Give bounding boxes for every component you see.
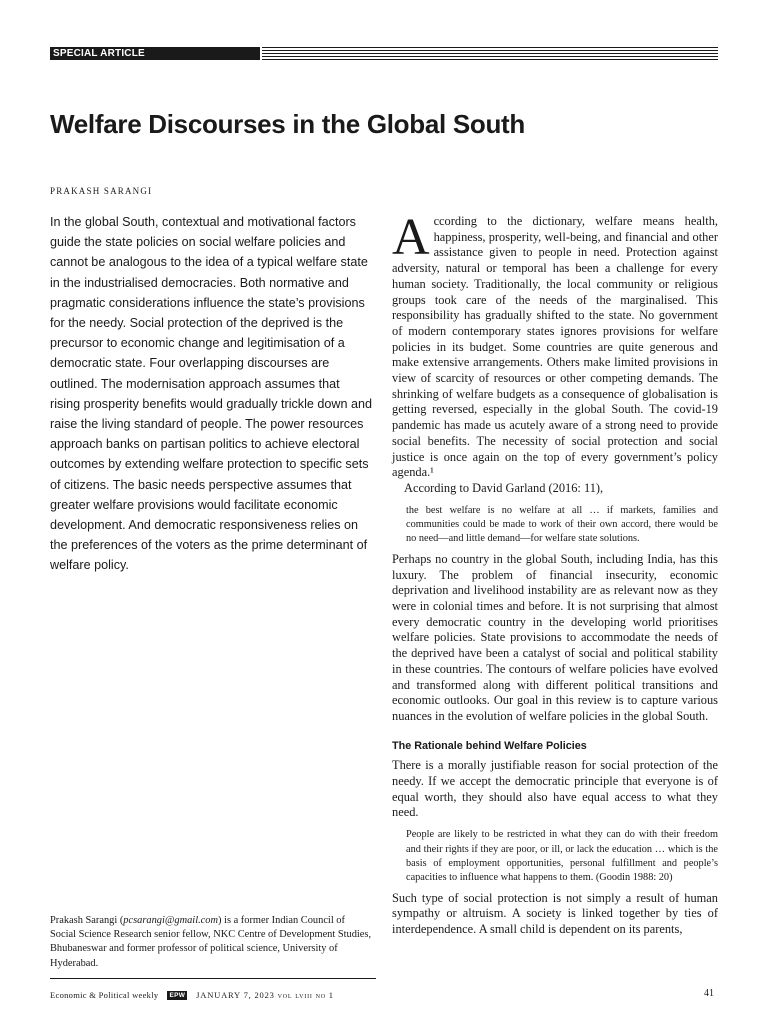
page-number: 41: [704, 988, 714, 999]
block-quote-goodin: People are likely to be restricted in what they can do with their freedom and their rights if they are poor, or ill, or lack the education … which is the basis of employment opportunities, personal fulfillment and people’s capacities to influence what happens to them. (Goodin 1988: 20): [406, 829, 718, 884]
paragraph-social-protection: Such type of social protection is not simply a result of human sympathy or altruism. A society is linked together by ties of interdependence. A small child is dependent on its parents,: [392, 890, 718, 937]
drop-cap: A: [392, 209, 430, 266]
paragraph-garland: According to David Garland (2016: 11),: [404, 480, 604, 495]
author-email[interactable]: pcsarangi@gmail.com: [123, 915, 218, 926]
paragraph-intro: [392, 209, 718, 481]
paragraph-intro-text: ccording to the dictionary, welfare means health, happiness, prosperity, well-being, and financial and other assistance given to people in need. Protection against adversity, natural or temporal has been a challenge for every human society. Traditionally, the local community or religious groups took care of the needs of the marginalised. This responsibility has gradually shifted to the state. No government of modern contemporary states ignores provisions for welfare policies in its budget. Some countries are quite generous and make extensive arrangements. Others make limited provisions in view of scarcity of resources or other competing demands. The shrinking of welfare budgets as a consequence of globalisation is getting reversed, especially in the global South. The covid-19 pandemic has made us acutely aware of a strong need to provide social benefits. The necessity of social protection and social justice is once again on the top of every government’s policy agenda.¹: [392, 214, 718, 480]
epw-logo: EPW: [169, 991, 186, 999]
section-header: [50, 47, 718, 60]
paragraph-rationale: There is a morally justifiable reason for social protection of the needy. If we accept the democratic principle that everyone is of equal worth, they should also have equal access to what they need.: [392, 758, 718, 820]
affiliation-name: Prakash Sarangi (: [50, 915, 124, 926]
section-label: SPECIAL ARTICLE: [50, 47, 260, 60]
article-title: Welfare Discourses in the Global South: [50, 109, 525, 139]
author-name: PRAKASH SARANGI: [50, 186, 153, 196]
paragraph-global-south: Perhaps no country in the global South, including India, has this luxury. The problem of financial insecurity, economic deprivation and livelihood instability are as relevant now as they were in colonial times and before. It is not surprising that almost every democratic country in the developing world prioritises welfare policies. State provisions to accommodate the needs of the deprived have been a catalyst of social and political stability in these countries. The contours of welfare policies have evolved and transformed along with different political transitions and economic outlooks. Our goal in this review is to capture various nuances in the evolution of welfare policies in the global South.: [392, 551, 718, 723]
author-affiliation: [50, 914, 372, 971]
section-rules: [262, 47, 718, 60]
abstract: In the global South, contextual and motivational factors guide the state policies on social welfare policies and cannot be analogous to the idea of a typical welfare state in the industrialised democracies. Both normative and pragmatic considerations influence the state’s provisions for the needy. Social protection of the deprived is the precursor to economic change and legitimisation of a democratic state. Four overlapping discourses are outlined. The modernisation approach assumes that rising prosperity benefits would gradually trickle down and raise the living standard of people. The power resources approach banks on partisan politics to achieve electoral outcomes by extending welfare protection to specific sets of citizens. The basic needs perspective assumes that greater welfare provisions would facilitate economic development. And democratic responsiveness relies on the preferences of the voters as the prime determinant of welfare policy.: [50, 215, 373, 573]
footer-rule: [50, 978, 376, 979]
journal-name: Economic & Political weekly: [50, 990, 159, 1000]
block-quote-garland: the best welfare is no welfare at all … if markets, families and communities could be made to work of their own accord, there would be no need—and little demand—for welfare state solutions.: [406, 504, 718, 545]
footer: [50, 990, 334, 1000]
body-column: [392, 209, 718, 938]
issue-info: JANUARY 7, 2023 vol lviii no 1: [196, 990, 334, 1000]
section-subheading: The Rationale behind Welfare Policies: [392, 739, 587, 752]
affiliation-rest: ) is a former Indian Council of Social Science Research senior fellow, NKC Centre of Development Studies, Bhubaneswar and former professor of political science, University of Hyderabad.: [50, 915, 372, 969]
